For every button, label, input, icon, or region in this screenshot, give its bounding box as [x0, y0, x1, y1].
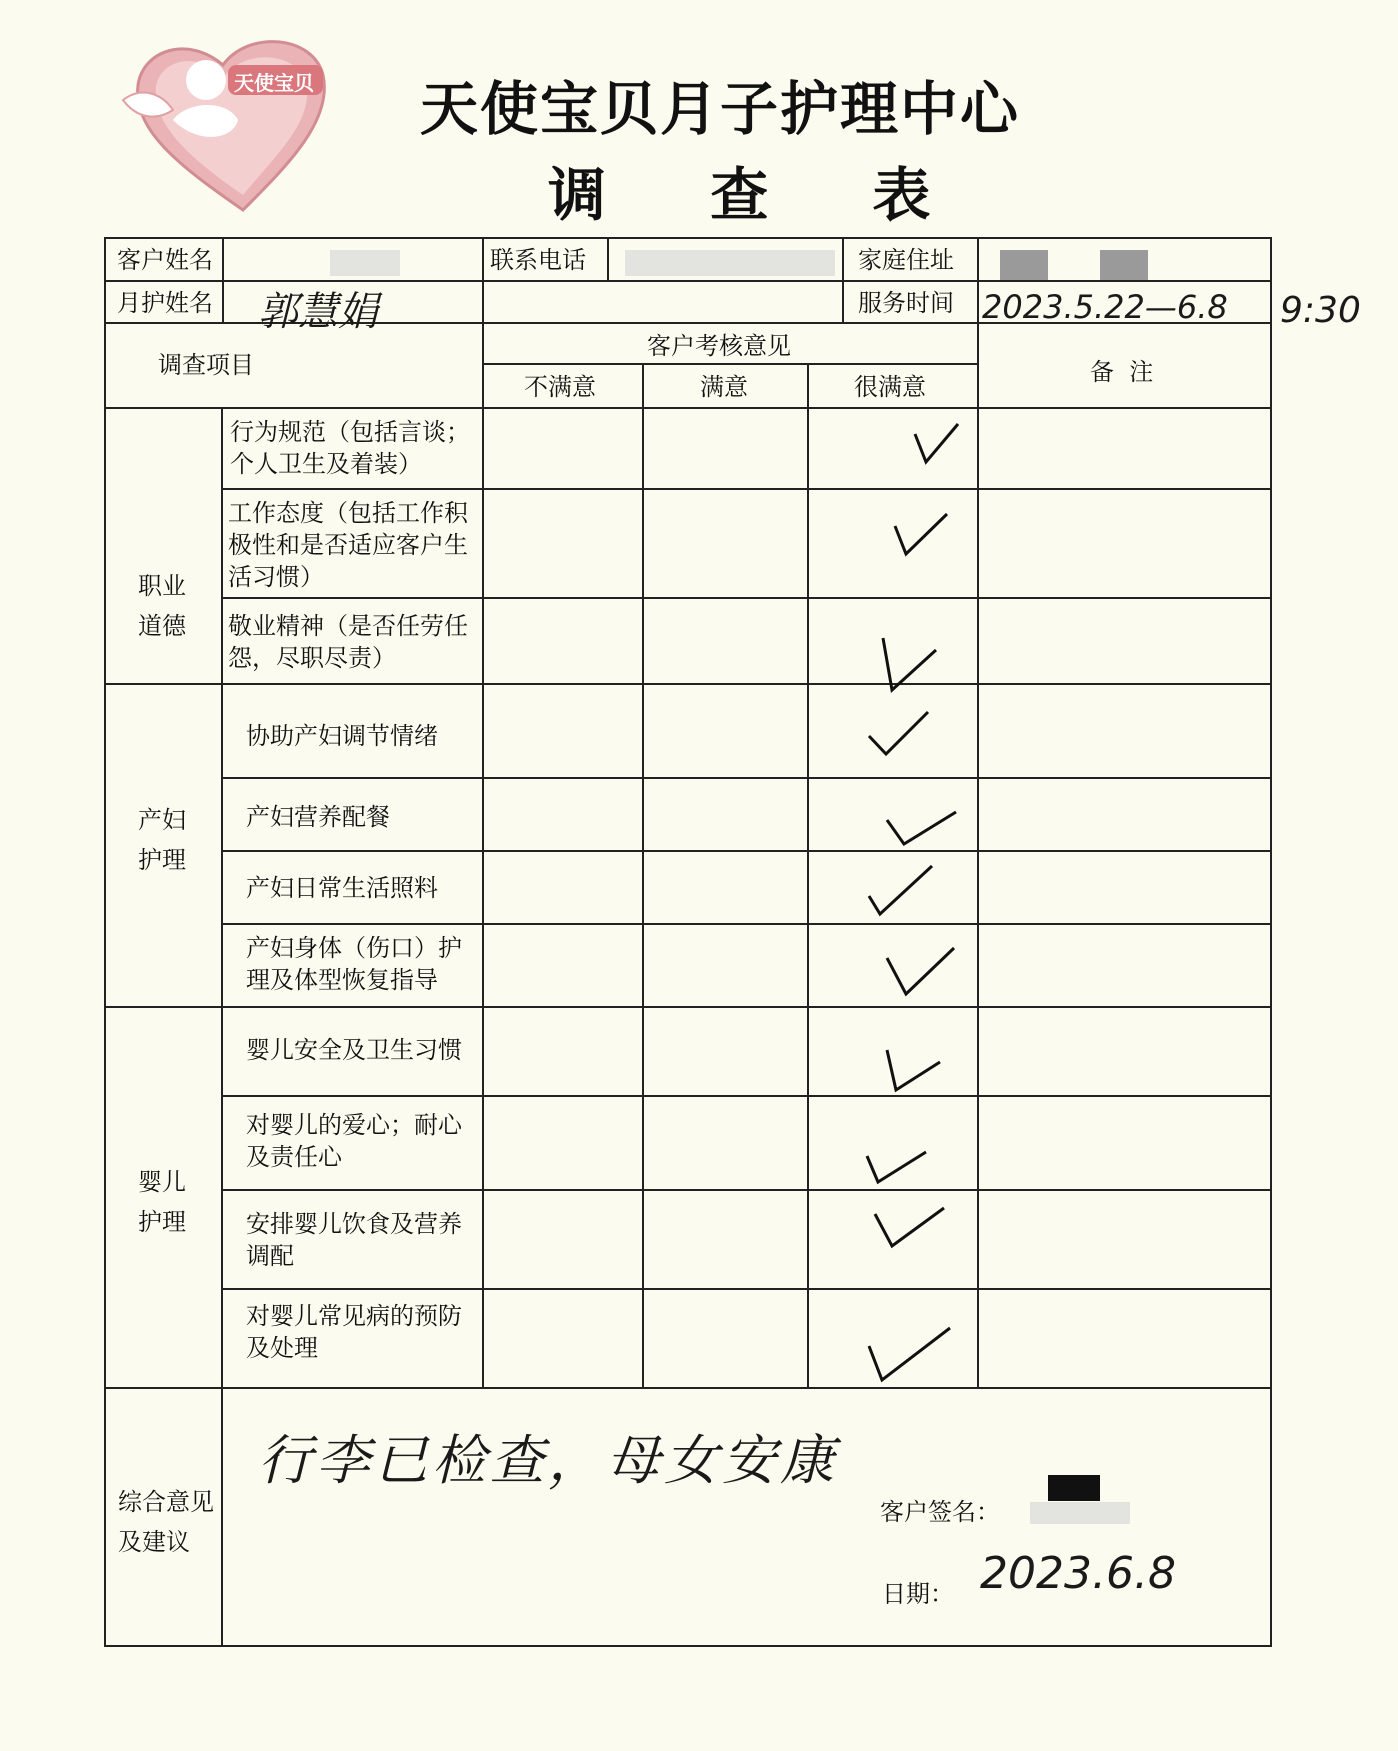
nurse-name-value: 郭慧娟	[258, 289, 378, 335]
check-mark-icon	[866, 862, 936, 918]
item-text: 对婴儿的爱心；耐心及责任心	[246, 1111, 462, 1171]
group-label-ethics: 职业 道德	[138, 572, 186, 640]
item-text: 工作态度（包括工作积极性和是否适应客户生活习惯）	[228, 499, 468, 591]
opinion-header: 客户考核意见	[647, 332, 791, 360]
service-time-value: 2023.5.22—6.8	[982, 288, 1228, 326]
nurse-name-label: 月护姓名	[117, 289, 213, 317]
phone-redacted	[625, 250, 835, 276]
item-text: 产妇身体（伤口）护理及体型恢复指导	[246, 934, 462, 994]
check-mark-icon	[880, 634, 940, 694]
address-redacted-2	[1100, 250, 1148, 280]
date-label: 日期：	[882, 1580, 954, 1608]
logo-text: 天使宝贝	[234, 71, 314, 95]
col-satisfied-header: 满意	[700, 373, 748, 401]
item-text: 协助产妇调节情绪	[246, 722, 438, 750]
item-text: 行为规范（包括言谈；个人卫生及着装）	[230, 418, 470, 478]
page-subtitle: 调 查 表	[548, 161, 973, 229]
col-unsatisfied-header: 不满意	[524, 373, 596, 401]
item-text: 婴儿安全及卫生习惯	[246, 1036, 462, 1064]
check-mark-icon	[884, 1046, 944, 1094]
col-very-satisfied-header: 很满意	[854, 373, 926, 401]
service-time-label: 服务时间	[858, 289, 954, 317]
item-text: 敬业精神（是否任劳任怨，尽职尽责）	[228, 612, 468, 672]
page-title: 天使宝贝月子护理中心	[420, 75, 1021, 143]
phone-label: 联系电话	[490, 246, 586, 274]
group-label-baby-care: 婴儿 护理	[138, 1168, 186, 1236]
signature-redacted-light	[1030, 1502, 1130, 1524]
item-text: 对婴儿常见病的预防及处理	[246, 1302, 462, 1362]
date-value: 2023.6.8	[980, 1548, 1176, 1599]
item-text: 产妇营养配餐	[246, 803, 390, 831]
item-text: 产妇日常生活照料	[246, 874, 438, 902]
signature-label: 客户签名：	[880, 1498, 1000, 1526]
address-redacted-1	[1000, 250, 1048, 280]
check-mark-icon	[864, 1146, 930, 1186]
check-mark-icon	[866, 708, 932, 758]
check-mark-icon	[912, 420, 962, 468]
address-label: 家庭住址	[858, 246, 954, 274]
remarks-header: 备 注	[1090, 358, 1154, 386]
summary-comment: 行李已检查，母女安康	[258, 1429, 838, 1492]
check-mark-icon	[892, 510, 952, 560]
survey-item-header: 调查项目	[158, 351, 254, 379]
check-mark-icon	[872, 1204, 948, 1250]
group-label-mother-care: 产妇 护理	[138, 806, 186, 874]
service-time-extra: 9:30	[1280, 290, 1361, 331]
check-mark-icon	[884, 802, 960, 848]
signature-redacted	[1048, 1475, 1100, 1501]
item-text: 安排婴儿饮食及营养调配	[246, 1210, 462, 1270]
summary-label: 综合意见 及建议	[118, 1488, 214, 1556]
customer-name-redacted	[330, 250, 400, 276]
check-mark-icon	[884, 944, 958, 998]
check-mark-icon	[866, 1324, 954, 1384]
customer-name-label: 客户姓名	[117, 246, 213, 274]
